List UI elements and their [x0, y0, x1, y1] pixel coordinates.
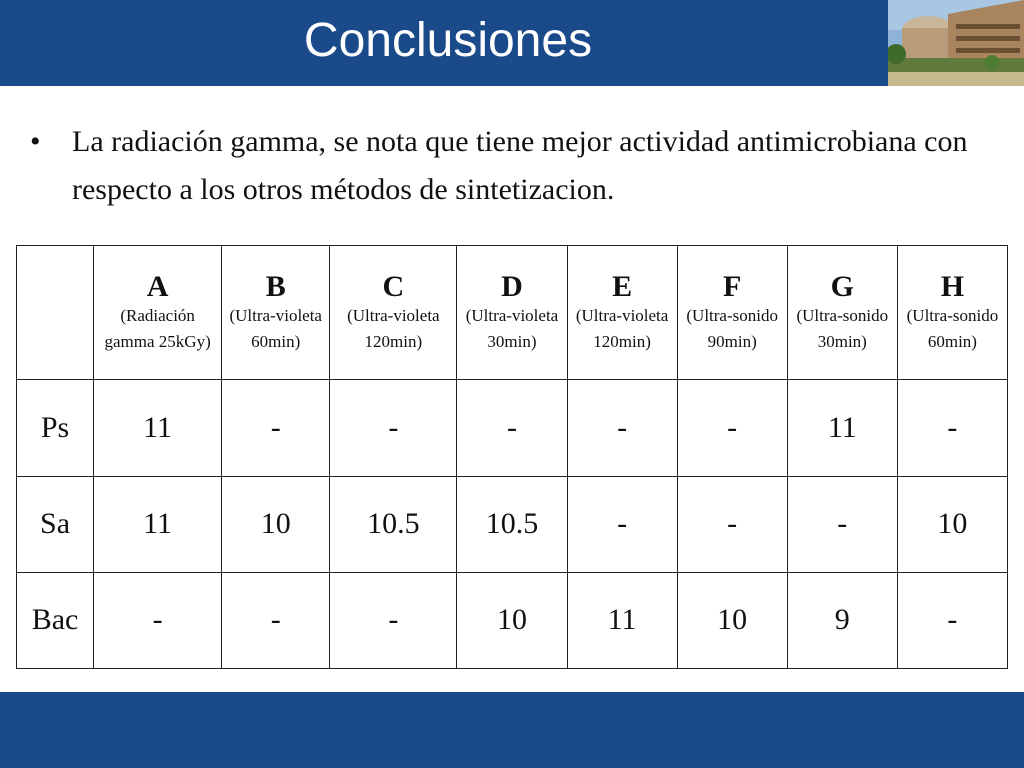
table-cell: 11	[567, 572, 677, 668]
table-cell: 11	[94, 476, 222, 572]
column-header: B (Ultra-violeta 60min)	[222, 246, 330, 380]
table-cell: -	[222, 380, 330, 476]
table-cell: 10	[677, 572, 787, 668]
results-table	[16, 245, 1008, 669]
column-header: E (Ultra-violeta 120min)	[567, 246, 677, 380]
table-cell: -	[94, 572, 222, 668]
table-cell: 10.5	[330, 476, 457, 572]
table-row	[17, 476, 1008, 572]
building-photo	[888, 0, 1024, 86]
table-header-row	[17, 246, 1008, 380]
column-header: H (Ultra-sonido 60min)	[897, 246, 1007, 380]
column-header: D (Ultra-violeta 30min)	[457, 246, 567, 380]
table-cell: 9	[787, 572, 897, 668]
table-cell: -	[787, 476, 897, 572]
row-label: Ps	[17, 380, 94, 476]
header-corner-cell	[17, 246, 94, 380]
table-cell: 11	[94, 380, 222, 476]
table-cell: 10	[897, 476, 1007, 572]
footer-bar	[0, 692, 1024, 768]
table-cell: -	[677, 380, 787, 476]
table-cell: -	[457, 380, 567, 476]
row-label: Bac	[17, 572, 94, 668]
table-cell: 10.5	[457, 476, 567, 572]
column-header: C (Ultra-violeta 120min)	[330, 246, 457, 380]
table-cell: -	[897, 380, 1007, 476]
column-header: F (Ultra-sonido 90min)	[677, 246, 787, 380]
column-header: G (Ultra-sonido 30min)	[787, 246, 897, 380]
table-cell: -	[677, 476, 787, 572]
bullet-icon: •	[30, 125, 41, 158]
table-cell: -	[567, 380, 677, 476]
bullet-text: La radiación gamma, se nota que tiene mejor actividad antimicrobiana con respecto a los otros métodos de sintetizacion.	[72, 125, 968, 206]
table-cell: -	[222, 572, 330, 668]
table-cell: -	[330, 380, 457, 476]
table-cell: -	[567, 476, 677, 572]
table-cell: 11	[787, 380, 897, 476]
table-cell: -	[330, 572, 457, 668]
row-label: Sa	[17, 476, 94, 572]
table-row	[17, 572, 1008, 668]
table-row	[17, 380, 1008, 476]
table-cell: 10	[222, 476, 330, 572]
column-header: A (Radiación gamma 25kGy)	[94, 246, 222, 380]
table-cell: -	[897, 572, 1007, 668]
slide-title: Conclusiones	[303, 14, 593, 67]
table-cell: 10	[457, 572, 567, 668]
